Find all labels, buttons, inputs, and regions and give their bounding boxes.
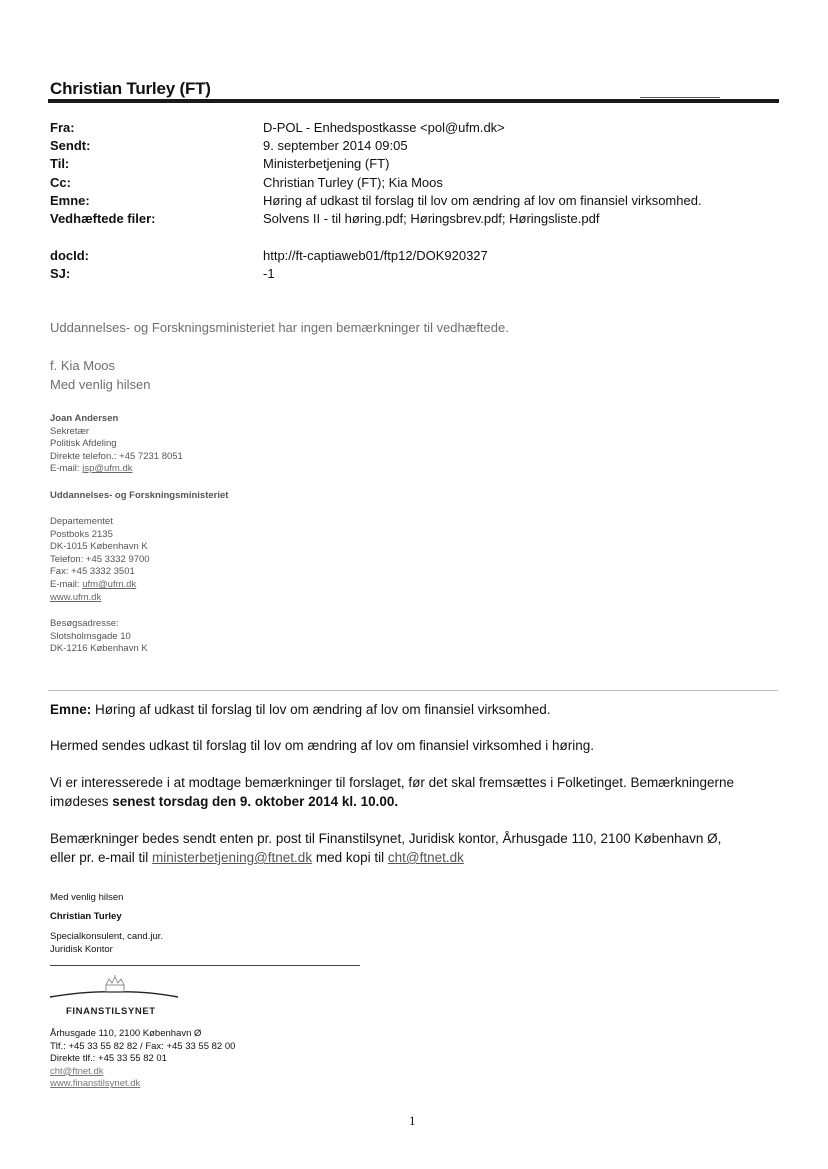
org-name: Departementet: [50, 516, 113, 527]
sent-label: Sendt:: [50, 138, 91, 153]
ft-address: Århusgade 110, 2100 København Ø: [50, 1028, 202, 1039]
signature-name: Joan Andersen: [50, 413, 119, 424]
forwarded-subject-label: Emne:: [50, 702, 92, 717]
paragraph-3-lead: eller pr. e-mail til: [50, 850, 153, 865]
po-box: Postboks 2135: [50, 528, 113, 540]
subject-value: Høring af udkast til forslag til lov om ændring af lov om finansiel virksomhed.: [263, 193, 702, 208]
signature-title: Sekretær: [50, 425, 90, 437]
page-number: 1: [409, 1113, 416, 1128]
subject-label: Emne:: [50, 193, 90, 208]
ft-direct-phone: Direkte tlf.: +45 33 55 82 01: [50, 1053, 167, 1065]
finanstilsynet-logo: [48, 975, 180, 1005]
email-sender-title: Christian Turley (FT): [50, 79, 211, 98]
ft-phones: Tlf.: +45 33 55 82 82 / Fax: +45 33 55 82 00: [50, 1040, 236, 1052]
cc-label: Cc:: [50, 175, 71, 190]
ft-signature-rule: [50, 965, 360, 966]
reply-greeting: Med venlig hilsen: [50, 377, 151, 392]
to-label: Til:: [50, 156, 70, 171]
reply-text: Uddannelses- og Forskningsministeriet har ingen bemærkninger til vedhæftede.: [50, 320, 509, 335]
ft-signature-office: Juridisk Kontor: [50, 944, 113, 955]
ft-signature-title: Specialkonsulent, cand.jur.: [50, 931, 164, 942]
crown-icon: [48, 975, 180, 1005]
paragraph-1: Hermed sendes udkast til forslag til lov om ændring af lov om finansiel virksomhed i høring.: [50, 738, 594, 753]
org-fax: Fax: +45 3332 3501: [50, 566, 135, 578]
finanstilsynet-brand: FINANSTILSYNET: [66, 1006, 156, 1017]
org-email-label: E-mail:: [50, 578, 83, 590]
ft-greeting: Med venlig hilsen: [50, 892, 124, 903]
po-city: DK-1015 København K: [50, 541, 148, 553]
paragraph-2: [50, 773, 780, 811]
ft-web-link[interactable]: www.finanstilsynet.dk: [50, 1078, 141, 1090]
signature-phone: Direkte telefon.: +45 7231 8051: [50, 450, 183, 462]
sj-label: SJ:: [50, 266, 71, 281]
email-link-cht[interactable]: cht@ftnet.dk: [387, 850, 464, 865]
paragraph-3-line-2: [50, 848, 780, 867]
docid-value[interactable]: http://ft-captiaweb01/ftp12/DOK920327: [263, 248, 488, 263]
attachments-value[interactable]: Solvens II - til høring.pdf; Høringsbrev.pdf; Høringsliste.pdf: [263, 211, 600, 226]
attachments-label: Vedhæftede filer:: [50, 211, 156, 226]
paragraph-2-line-2: [50, 792, 780, 811]
docid-label: docId:: [50, 248, 89, 263]
forwarded-subject-line: [50, 700, 780, 719]
forwarded-subject: Høring af udkast til forslag til lov om ændring af lov om finansiel virksomhed.: [95, 702, 551, 717]
ft-signature-name: Christian Turley: [50, 911, 122, 922]
ufm-ministry-name: [50, 490, 228, 503]
org-email-line: [50, 579, 150, 592]
visit-city: DK-1216 København K: [50, 643, 148, 655]
from-label: Fra:: [50, 120, 75, 135]
deadline-text: senest torsdag den 9. oktober 2014 kl. 10.00.: [112, 794, 399, 809]
ministry-name: Uddannelses- og Forskningsministeriet: [50, 490, 229, 501]
paragraph-3-line-1: Bemærkninger bedes sendt enten pr. post til Finanstilsynet, Juridisk kontor, Århusgade 110, 2100 København Ø,: [50, 831, 722, 846]
ufm-address-block: [50, 516, 150, 604]
forward-separator: [48, 690, 778, 691]
org-web-link[interactable]: www.ufm.dk: [50, 591, 102, 603]
signature-email-link[interactable]: jsp@ufm.dk: [82, 463, 133, 475]
paragraph-3-mid: med kopi til: [312, 850, 388, 865]
header-thin-rule: [640, 97, 720, 98]
cc-value: Christian Turley (FT); Kia Moos: [263, 175, 443, 190]
sj-value: -1: [263, 266, 275, 281]
reply-sign-initial: f. Kia Moos: [50, 358, 116, 373]
email-link-ministerbetjening[interactable]: ministerbetjening@ftnet.dk: [152, 850, 313, 865]
ft-address-block: [50, 1028, 235, 1091]
signature-email-line: [50, 463, 183, 476]
signature-email-label: E-mail:: [50, 463, 83, 475]
visit-label: Besøgsadresse:: [50, 618, 119, 629]
ft-email-link[interactable]: cht@ftnet.dk: [50, 1065, 104, 1077]
paragraph-2-lead: imødeses: [50, 794, 113, 809]
paragraph-3: [50, 829, 780, 867]
sent-value: 9. september 2014 09:05: [263, 138, 408, 153]
visit-street: Slotsholmsgade 10: [50, 630, 131, 642]
org-email-link[interactable]: ufm@ufm.dk: [82, 578, 137, 590]
from-value: D-POL - Enhedspostkasse <pol@ufm.dk>: [263, 120, 505, 135]
signature-dept: Politisk Afdeling: [50, 438, 117, 450]
org-telefon: Telefon: +45 3332 9700: [50, 553, 150, 565]
header-rule: [48, 99, 779, 103]
paragraph-2-line-1: Vi er interesserede i at modtage bemærkninger til forslaget, før det skal fremsættes i Folketinget. Bemærkningerne: [50, 775, 735, 790]
ufm-visit-address: [50, 618, 148, 656]
ufm-signature-contact: [50, 413, 183, 476]
to-value: Ministerbetjening (FT): [263, 156, 390, 171]
